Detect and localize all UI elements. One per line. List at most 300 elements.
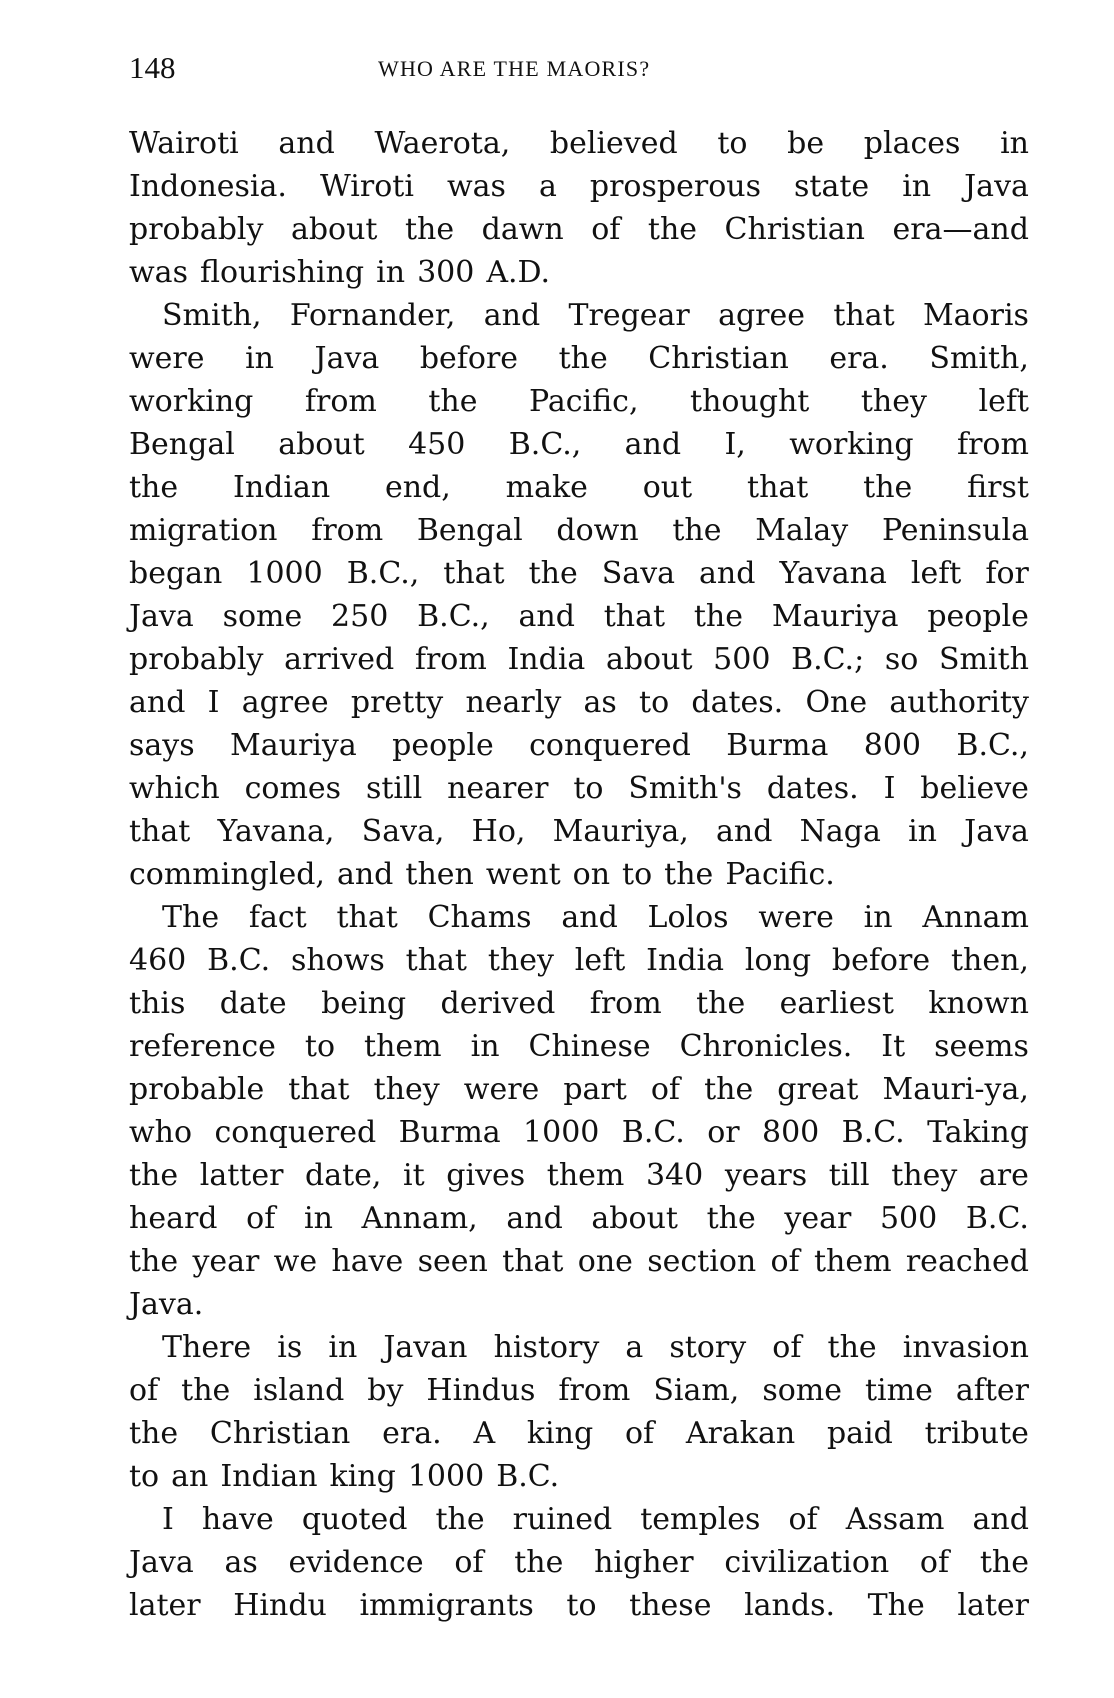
word: before [419,341,519,376]
word: or [707,1115,740,1150]
word: date [219,986,287,1021]
word: Yavana [779,556,887,591]
word: earliest [779,986,894,1021]
word: 1000 [523,1115,600,1150]
word: they [860,384,927,419]
word: higher [594,1545,694,1580]
word: that [288,1072,350,1107]
word: Chams [427,900,532,935]
word: in [863,900,893,935]
word: in [470,1029,500,1064]
word: some [762,1373,842,1408]
word: dawn [481,212,564,247]
word: The [867,1588,925,1623]
word: the [428,384,478,419]
word: working [129,384,254,419]
word: nearer [447,771,549,806]
word: 460 [129,943,187,978]
word: reference [129,1029,276,1064]
word: from [311,513,384,548]
word: that [747,470,809,505]
word: working [789,427,914,462]
text-line [129,1154,1029,1197]
word: end, [384,470,451,505]
word: be [787,126,825,161]
word: B.C., [346,556,420,591]
word: it [403,1158,425,1193]
text-line [129,552,1029,595]
word: and [336,857,394,892]
word: derived [440,986,556,1021]
word: I [883,771,896,806]
word: Chronicles. [679,1029,853,1064]
word: B.C. [621,1115,685,1150]
word: of [624,1416,655,1451]
word: and [972,1502,1029,1537]
word: thought [690,384,810,419]
text-line [129,466,1029,509]
word: as [224,1545,258,1580]
word: probable [129,1072,265,1107]
word: Christian [209,1416,351,1451]
text-line [129,1025,1029,1068]
word: to [717,126,748,161]
word: this [129,986,186,1021]
word: India [646,943,724,978]
word: Mauriya, [552,814,689,849]
running-title: WHO ARE THE MAORIS? [378,56,651,81]
word: make [505,470,588,505]
word: state [794,169,870,204]
word: Taking [927,1115,1029,1150]
word: about [290,212,378,247]
text-line [129,337,1029,380]
word: commingled, [129,857,325,892]
word: There [162,1330,252,1365]
word: went [485,857,561,892]
text-line [129,1240,1029,1283]
word: Peninsula [881,513,1029,548]
word: Java [964,814,1029,849]
word: Javan [383,1330,468,1365]
word: 1000 [246,556,323,591]
word: 1000 [407,1459,485,1494]
word: Siam, [653,1373,740,1408]
word: I [162,1502,174,1537]
word: the [979,1545,1029,1580]
word: quoted [301,1502,408,1537]
word: the [129,1244,179,1279]
word: One [805,685,868,720]
word: the [404,212,455,247]
word: that [502,1244,564,1279]
word: Sava, [361,814,445,849]
text-line [129,1584,1029,1627]
word: the [514,1545,564,1580]
word: to [622,857,653,892]
word: Mauri-ya, [882,1072,1029,1107]
word: the [693,599,743,634]
text-line [129,1369,1029,1412]
text-line [129,638,1029,681]
word: the [181,1373,231,1408]
text-line [129,810,1029,853]
word: so [884,642,919,677]
word: Burma [726,728,829,763]
text-line [129,251,1029,294]
word: in [902,169,932,204]
word: invasion [902,1330,1029,1365]
word: seems [934,1029,1029,1064]
word: who [129,1115,193,1150]
word: in [376,255,406,290]
word: and [506,1201,563,1236]
word: of [246,1201,276,1236]
word: reached [905,1244,1029,1279]
word: immigrants [359,1588,534,1623]
text-line [129,1111,1029,1154]
word: Annam, [361,1201,478,1236]
word: have [331,1244,404,1279]
word: that [443,556,505,591]
word: are [978,1158,1029,1193]
word: Fornander, [289,298,456,333]
word: date, [305,1158,382,1193]
text-line [129,1455,1029,1498]
word: years [724,1158,808,1193]
word: to [304,1029,336,1064]
word: king [526,1416,594,1451]
word: Arakan [685,1416,796,1451]
word: Java. [129,1287,204,1322]
word: were [758,900,834,935]
word: the [129,1158,179,1193]
word: B.C. [496,1459,560,1494]
word: great [777,1072,859,1107]
text-line [129,982,1029,1025]
word: conquered [529,728,691,763]
word: of [770,1244,800,1279]
word: section [647,1244,757,1279]
word: A.D. [486,255,551,290]
word: flourishing [199,255,365,290]
word: and [129,685,186,720]
word: Indonesia. [129,169,287,204]
word: from [558,1373,631,1408]
word: Malay [755,513,849,548]
text-line [129,724,1029,767]
word: I [207,685,220,720]
word: and [483,298,541,333]
word: king [329,1459,396,1494]
word: then, [950,943,1029,978]
word: is [277,1330,303,1365]
word: probably [129,212,264,247]
word: nearly [465,685,562,720]
word: Smith [938,642,1029,677]
word: from [956,427,1029,462]
word: about [591,1201,678,1236]
word: Indian [220,1459,318,1494]
word: from [304,384,377,419]
text-line [129,165,1029,208]
text-line [129,767,1029,810]
word: out [642,470,693,505]
word: It [881,1029,906,1064]
word: they [373,1072,440,1107]
word: Naga [799,814,881,849]
word: 500 [713,642,771,677]
word: Maoris [922,298,1029,333]
word: civilization [724,1545,890,1580]
word: India [507,642,586,677]
word: tribute [924,1416,1029,1451]
text-line [129,1197,1029,1240]
word: from [589,986,662,1021]
word: year [784,1201,852,1236]
word: first [967,470,1029,505]
word: Pacific. [725,857,835,892]
word: they [487,943,554,978]
word: island [253,1373,345,1408]
word: Annam [922,900,1029,935]
word: the [827,1330,877,1365]
word: 800 [762,1115,820,1150]
word: B.C.; [791,642,865,677]
word: A [473,1416,496,1451]
word: the [704,1072,754,1107]
word: the [696,986,746,1021]
word: that [603,599,666,634]
word: of [772,1330,802,1365]
word: Java [129,599,194,634]
word: 250 [331,599,389,634]
text-line [129,896,1029,939]
word: agree [718,298,806,333]
word: Java [129,1545,194,1580]
word: dates. [691,685,784,720]
word: Assam [845,1502,945,1537]
text-line [129,939,1029,982]
word: Mauriya [771,599,899,634]
word: the [558,341,608,376]
word: Smith, [162,298,262,333]
word: one [577,1244,633,1279]
word: being [321,986,407,1021]
word: era. [829,341,889,376]
word: believe [920,771,1029,806]
word: ruined [512,1502,613,1537]
word: 300 [417,255,475,290]
word: began [129,556,223,591]
word: Wairoti [129,126,239,161]
word: by [367,1373,404,1408]
word: and [699,556,756,591]
word: and [518,599,575,634]
text-line [129,1498,1029,1541]
word: was [129,255,188,290]
word: the [863,470,913,505]
word: evidence [288,1545,424,1580]
word: shows [290,943,385,978]
word: migration [129,513,278,548]
text-line [129,1068,1029,1111]
word: Java [964,169,1029,204]
word: pretty [350,685,444,720]
word: Mauriya [230,728,357,763]
text-line [129,1326,1029,1369]
word: them [813,1244,892,1279]
body-text [129,122,1029,1627]
text-line [129,122,1029,165]
word: left [978,384,1029,419]
word: that [833,298,895,333]
word: a [625,1330,644,1365]
word: in [303,1201,333,1236]
word: Sava [601,556,676,591]
word: were [129,341,205,376]
word: these [629,1588,712,1623]
word: the [129,1416,179,1451]
word: B.C. [965,1201,1029,1236]
word: down [556,513,639,548]
word: and [624,427,682,462]
word: later [957,1588,1029,1623]
word: 800 [863,728,922,763]
word: from [414,642,487,677]
word: we [273,1244,318,1279]
word: fact [248,900,307,935]
word: people [927,599,1029,634]
word: to [129,1459,160,1494]
word: prosperous [589,169,761,204]
word: agree [241,685,329,720]
word: heard [129,1201,218,1236]
page-number: 148 [129,50,176,85]
word: of [919,1545,950,1580]
word: that [336,900,398,935]
word: places [863,126,961,161]
word: after [955,1373,1029,1408]
word: seen [417,1244,488,1279]
word: the [528,556,578,591]
word: the [706,1201,756,1236]
word: history [493,1330,600,1365]
word: to [566,1588,597,1623]
word: says [129,728,195,763]
text-line [129,509,1029,552]
word: long [744,943,812,978]
word: an [171,1459,209,1494]
word: and [561,900,618,935]
word: B.C. [841,1115,905,1150]
word: paid [826,1416,893,1451]
word: in [328,1330,358,1365]
word: Yavana, [217,814,335,849]
word: as [583,685,617,720]
word: and [716,814,773,849]
word: a [538,169,557,204]
word: authority [889,685,1029,720]
word: Christian [724,212,865,247]
word: Ho, [471,814,526,849]
word: for [985,556,1029,591]
word: Burma [398,1115,501,1150]
word: conquered [214,1115,377,1150]
word: Hindus [426,1373,536,1408]
word: 340 [645,1158,704,1193]
word: of [788,1502,818,1537]
word: the [129,470,179,505]
word: temples [640,1502,761,1537]
word: in [908,814,937,849]
word: them [546,1158,625,1193]
text-line [129,853,1029,896]
word: Bengal [129,427,235,462]
text-line [129,208,1029,251]
word: Smith, [929,341,1029,376]
text-line [129,380,1029,423]
word: then [405,857,474,892]
word: B.C., [956,728,1029,763]
word: in [245,341,274,376]
word: still [365,771,423,806]
word: Smith's [628,771,742,806]
word: that [129,814,191,849]
text-line [129,423,1029,466]
word: believed [549,126,678,161]
word: left [574,943,626,978]
word: were [463,1072,540,1107]
word: 500 [879,1201,938,1236]
word: the [435,1502,485,1537]
word: known [928,986,1029,1021]
word: probably [129,642,264,677]
word: of [591,212,621,247]
word: dates. [766,771,859,806]
word: in [1000,126,1029,161]
word: the [647,212,698,247]
word: Lolos [647,900,729,935]
word: Chinese [528,1029,651,1064]
word: story [669,1330,747,1365]
word: Tregear [568,298,690,333]
word: latter [199,1158,284,1193]
word: I, [724,427,746,462]
word: year [192,1244,260,1279]
text-line [129,681,1029,724]
word: left [910,556,962,591]
text-line [129,1412,1029,1455]
word: era—and [892,212,1029,247]
word: they [891,1158,958,1193]
word: have [201,1502,274,1537]
word: lands. [744,1588,836,1623]
word: gives [446,1158,526,1193]
word: B.C., [508,427,582,462]
word: before [831,943,931,978]
text-line [129,294,1029,337]
word: till [828,1158,870,1193]
word: people [392,728,494,763]
word: of [129,1373,159,1408]
word: that [405,943,467,978]
word: arrived [284,642,395,677]
word: later [129,1588,201,1623]
word: about [278,427,365,462]
word: B.C., [417,599,490,634]
word: and [278,126,335,161]
